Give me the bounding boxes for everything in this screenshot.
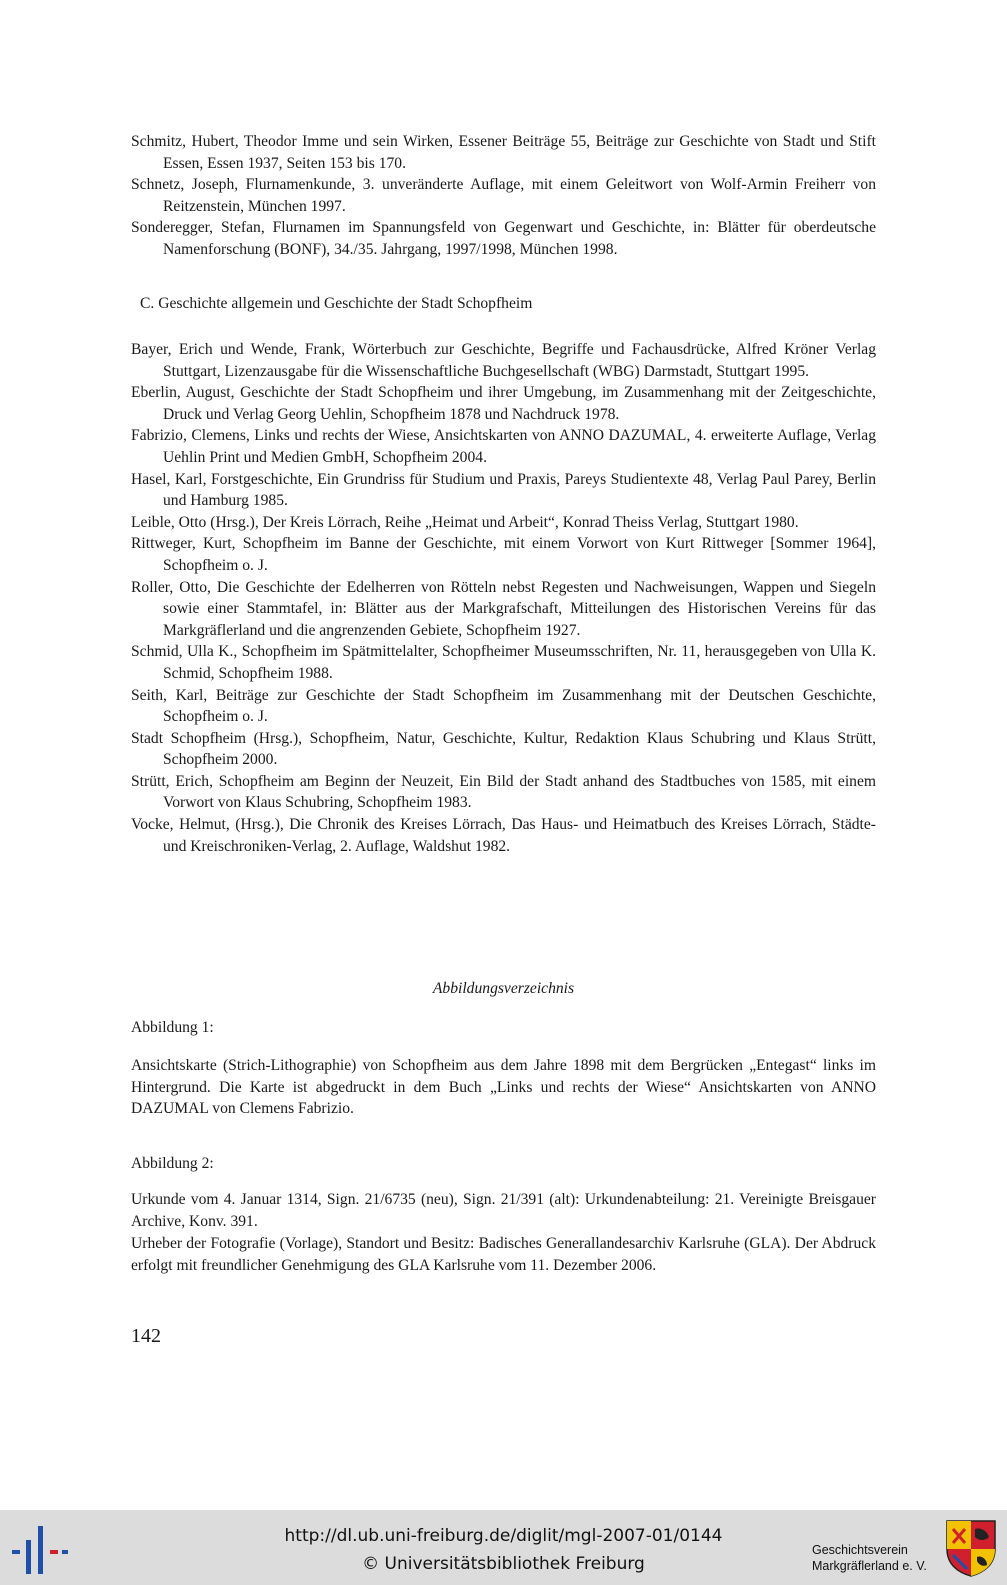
bibliography-entry: Schmid, Ulla K., Schopfheim im Spätmittelalter, Schopfheimer Museumsschriften, Nr. 11, herausgegeben von Ulla K. Schmid, Schopfheim 1988. <box>131 643 876 682</box>
figure-1-label: Abbildung 1: <box>131 1019 214 1036</box>
bibliography-entry: Schmitz, Hubert, Theodor Imme und sein Wirken, Essener Beiträge 55, Beiträge zur Geschichte von Stadt und Stift Essen, Essen 1937, Seiten 153 bis 170. <box>131 133 876 172</box>
footer-url-link[interactable]: http://dl.ub.uni-freiburg.de/diglit/mgl-2007-01/0144 <box>284 1526 723 1546</box>
footer-bar <box>0 1510 1007 1585</box>
bibliography-entry: Leible, Otto (Hrsg.), Der Kreis Lörrach, Reihe „Heimat und Arbeit“, Konrad Theiss Verlag, Stuttgart 1980. <box>131 513 799 531</box>
bibliography-entry: Roller, Otto, Die Geschichte der Edelherren von Rötteln nebst Regesten und Nachweisungen, Wappen und Siegeln sowie einer Stammtafel, in: Blätter aus der Markgrafschaft, Mitteilungen des Historischen Vereins für das Markgräflerland und die angrenzenden Gebiete, Schopfheim 1927. <box>131 578 876 639</box>
figure-2-caption: Urkunde vom 4. Januar 1314, Sign. 21/6735 (neu), Sign. 21/391 (alt): Urkundenabteilung: 21. Vereinigte Breisgauer Archive, Konv. 391. <box>131 1191 876 1230</box>
bibliography-entry: Fabrizio, Clemens, Links und rechts der Wiese, Ansichtskarten von ANNO DAZUMAL, 4. erweiterte Auflage, Verlag Uehlin Print und Medien GmbH, Schopfheim 2004. <box>131 427 876 466</box>
bibliography-entry: Bayer, Erich und Wende, Frank, Wörterbuch zur Geschichte, Begriffe und Fachausdrücke, Alfred Kröner Verlag Stuttgart, Lizenzausgabe für die Wissenschaftliche Buchgesellschaft (WBG) Darmstadt, Stuttgart 1995. <box>131 341 876 380</box>
figure-1-caption: Ansichtskarte (Strich-Lithographie) von Schopfheim aus dem Jahre 1898 mit dem Bergrücken „Entegast“ links im Hintergrund. Die Karte ist abgedruckt in dem Buch „Links und rechts der Wiese“ Ansichtskarten von ANNO DAZUMAL von Clemens Fabrizio. <box>131 1057 876 1118</box>
bibliography-entry: Schnetz, Joseph, Flurnamenkunde, 3. unveränderte Auflage, mit einem Geleitwort von Wolf-Armin Freiherr von Reitzenstein, München 1997. <box>131 176 876 215</box>
bibliography-entry: Vocke, Helmut, (Hrsg.), Die Chronik des Kreises Lörrach, Das Haus- und Heimatbuch des Kreises Lörrach, Städte- und Kreischroniken-Verlag, 2. Auflage, Waldshut 1982. <box>131 816 876 855</box>
footer-org-line1: Geschichtsverein <box>812 1543 908 1557</box>
bibliography-entry: Rittweger, Kurt, Schopfheim im Banne der Geschichte, mit einem Vorwort von Kurt Rittweger [Sommer 1964], Schopfheim o. J. <box>131 535 876 574</box>
figure-2-label: Abbildung 2: <box>131 1155 214 1172</box>
page-number: 142 <box>131 1325 161 1347</box>
bibliography-list-b <box>131 131 876 261</box>
coat-of-arms-icon <box>945 1519 997 1577</box>
footer-copyright: © Universitätsbibliothek Freiburg <box>362 1554 645 1574</box>
figure-2-credit: Urheber der Fotografie (Vorlage), Standort und Besitz: Badisches Generallandesarchiv Karlsruhe (GLA). Der Abdruck erfolgt mit freundlicher Genehmigung des GLA Karlsruhe vom 11. Dezember 2006. <box>131 1235 876 1274</box>
bibliography-entry: Seith, Karl, Beiträge zur Geschichte der Stadt Schopfheim im Zusammenhang mit der Deutschen Geschichte, Schopfheim o. J. <box>131 686 876 726</box>
bibliography-list-c <box>131 339 876 857</box>
footer-org-line2: Markgräflerland e. V. <box>812 1559 927 1573</box>
bibliography-entry: Eberlin, August, Geschichte der Stadt Schopfheim und ihrer Umgebung, im Zusammenhang mit der Zeitgeschichte, Druck und Verlag Georg Uehlin, Schopfheim 1878 und Nachdruck 1978. <box>131 384 876 423</box>
section-heading: C. Geschichte allgemein und Geschichte der Stadt Schopfheim <box>140 295 533 312</box>
footer-organization <box>812 1542 927 1574</box>
figures-index-title: Abbildungsverzeichnis <box>432 980 575 997</box>
bibliography-entry: Hasel, Karl, Forstgeschichte, Ein Grundriss für Studium und Praxis, Pareys Studientexte 48, Verlag Paul Parey, Berlin und Hamburg 1985. <box>131 470 876 510</box>
bibliography-entry: Sonderegger, Stefan, Flurnamen im Spannungsfeld von Gegenwart und Geschichte, in: Blätter für oberdeutsche Namenforschung (BONF), 34./35. Jahrgang, 1997/1998, München 1998. <box>131 219 876 258</box>
bibliography-entry: Stadt Schopfheim (Hrsg.), Schopfheim, Natur, Geschichte, Kultur, Redaktion Klaus Schubring und Klaus Strütt, Schopfheim 2000. <box>131 729 876 769</box>
bibliography-entry: Strütt, Erich, Schopfheim am Beginn der Neuzeit, Ein Bild der Stadt anhand des Stadtbuches von 1585, mit einem Vorwort von Klaus Schubring, Schopfheim 1983. <box>131 772 876 812</box>
